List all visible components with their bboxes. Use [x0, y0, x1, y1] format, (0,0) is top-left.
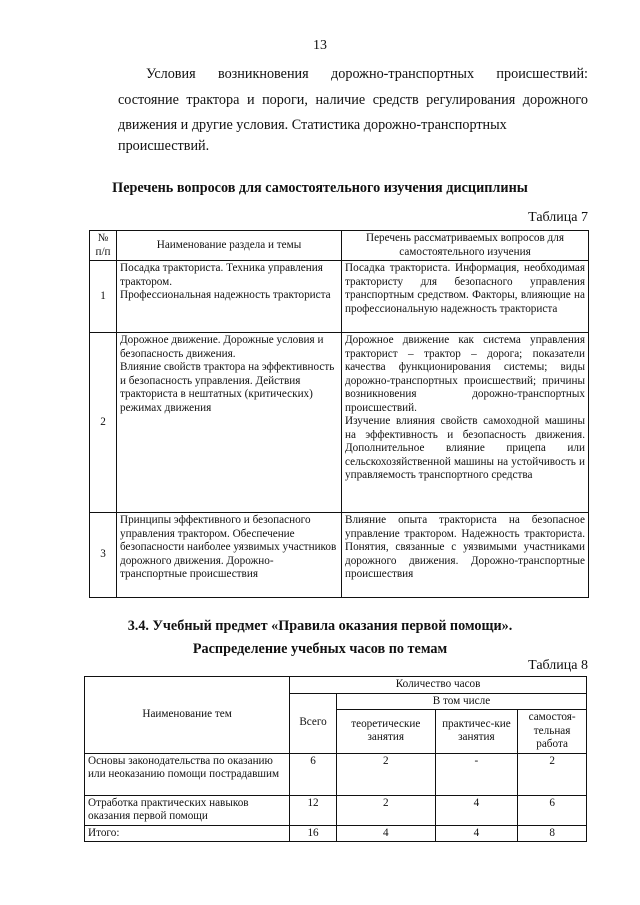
row-total: 6	[290, 753, 337, 795]
row-topic: Итого:	[85, 825, 290, 842]
table-row	[85, 753, 587, 795]
table7-header-topic: Наименование раздела и темы	[117, 231, 342, 261]
table7-header-num: № п/п	[90, 231, 117, 261]
table-row-total	[85, 825, 587, 842]
self-study-table	[89, 230, 589, 598]
section-heading-self-study: Перечень вопросов для самостоятельного изучения дисциплины	[112, 180, 528, 196]
row-theory: 4	[336, 825, 435, 842]
table-row	[90, 513, 589, 598]
row-topic: Принципы эффективного и безопасного управления трактором. Обеспечение безопасности наиболее уязвимых участников дорожного движения. Дорожно-транспортные происшествия	[117, 513, 342, 598]
row-topic: Дорожное движение. Дорожные условия и безопасность движения. Влияние свойств трактора на эффективность и безопасность управления. Действия тракториста в нештатных (критических) режимах движения	[117, 333, 342, 513]
intro-paragraph: Условия возникновения дорожно-транспортных происшествий: состояние трактора и пороги, наличие средств регулирования дорожного движения и другие условия. Статистика дорожно-транспортных	[118, 66, 588, 133]
row-self: 8	[518, 825, 587, 842]
table8-header-including: В том числе	[336, 693, 586, 710]
section-heading-first-aid: 3.4. Учебный предмет «Правила оказания первой помощи».	[127, 618, 513, 634]
row-topic: Посадка тракториста. Техника управления трактором. Профессиональная надежность тракториста	[117, 261, 342, 333]
hours-table	[84, 676, 587, 842]
row-number: 3	[90, 513, 117, 598]
table-row	[85, 795, 587, 825]
table8-header-practice: практичес-кие занятия	[435, 710, 518, 754]
row-questions: Влияние опыта тракториста на безопасное управление трактором. Надежность тракториста. Понятия, связанные с уязвимыми участниками дорожного движения. Дорожно-транспортные происшествия	[342, 513, 589, 598]
row-number: 1	[90, 261, 117, 333]
row-topic: Отработка практических навыков оказания первой помощи	[85, 795, 290, 825]
page-number: 13	[313, 38, 327, 53]
row-questions: Дорожное движение как система управления тракторист – трактор – дорога; показатели качества функционирования системы; виды дорожно-транспортных происшествий; причины возникновения дорожно-транспортных происшествий. Изучение влияния свойств самоходной машины на эффективность и безопасность движения. Дополнительное влияние прицепа или сельскохозяйственной машины на устойчивость и управляемость транспортного средства	[342, 333, 589, 513]
table8-header-self: самостоя-тельная работа	[518, 710, 587, 754]
table8-header-total: Всего	[290, 693, 337, 753]
row-number: 2	[90, 333, 117, 513]
row-self: 2	[518, 753, 587, 795]
row-total: 16	[290, 825, 337, 842]
table8-header-hours: Количество часов	[290, 677, 587, 694]
table8-caption: Таблица 8	[528, 658, 588, 673]
table8-header-theory: теоретические занятия	[336, 710, 435, 754]
table-row	[90, 261, 589, 333]
row-practice: -	[435, 753, 518, 795]
row-topic: Основы законодательства по оказанию или неоказанию помощи пострадавшим	[85, 753, 290, 795]
row-total: 12	[290, 795, 337, 825]
table8-header-topic: Наименование тем	[85, 677, 290, 754]
row-theory: 2	[336, 795, 435, 825]
row-questions: Посадка тракториста. Информация, необходимая трактористу для безопасного управления транспортным средством. Факторы, влияющие на профессиональную надежность тракториста	[342, 261, 589, 333]
row-practice: 4	[435, 825, 518, 842]
table7-caption: Таблица 7	[528, 210, 588, 225]
table7-header-questions: Перечень рассматриваемых вопросов для самостоятельного изучения	[342, 231, 589, 261]
row-theory: 2	[336, 753, 435, 795]
table-row	[90, 333, 589, 513]
intro-paragraph-end: происшествий.	[118, 138, 210, 154]
row-practice: 4	[435, 795, 518, 825]
row-self: 6	[518, 795, 587, 825]
section-heading-hours: Распределение учебных часов по темам	[192, 641, 448, 657]
